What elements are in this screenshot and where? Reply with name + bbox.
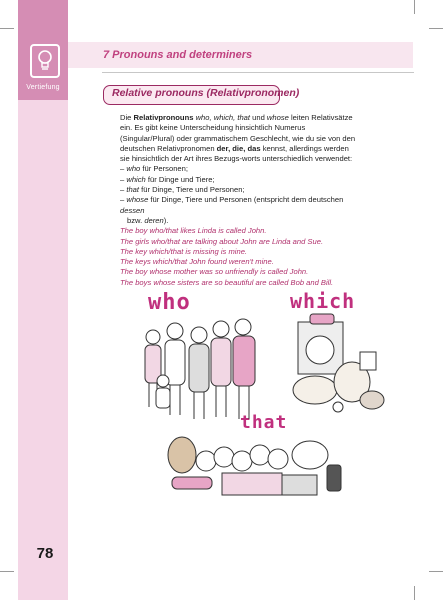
header-divider: [102, 72, 414, 73]
people-group-illustration: [135, 315, 270, 435]
crop-mark: [429, 28, 443, 29]
bullet-word: who: [126, 164, 141, 174]
intro-bold: Relativpronouns: [133, 113, 194, 122]
bullet-continuation: [120, 216, 360, 226]
intro-text: und: [250, 113, 267, 122]
bullet-item: [120, 185, 360, 195]
example-sentence: The boys whose sisters are so beautiful are called Bob and Bill.: [120, 277, 334, 287]
intro-text: Die: [120, 113, 134, 122]
body-text: [120, 113, 360, 288]
bullet-italic: dessen: [120, 205, 145, 215]
bullet-text: für Personen;: [140, 164, 188, 174]
page-number: 78: [36, 545, 54, 562]
bullet-text: für Dinge, Tiere und Personen;: [139, 185, 245, 195]
bullet-word: that: [126, 185, 140, 195]
which-label: which: [290, 289, 356, 313]
animals-machine-illustration: [290, 312, 390, 417]
bullet-item: [120, 195, 360, 216]
example-sentence: The keys which/that John found weren't mine.: [120, 257, 274, 267]
who-label: who: [148, 290, 191, 315]
example-sentence: The boy who/that likes Linda is called John.: [120, 226, 267, 236]
intro-text: leiten Relativsätze ein. Es gibt keine Unterscheidung hinsichtlich Numerus (Singular/Plural) oder grammatischem Geschlecht, wie du sie von den deutschen Relativpronomen: [120, 113, 356, 153]
bullet-italic: deren: [144, 215, 164, 225]
example-sentence: The boy whose mother was so unfriendly is called John.: [120, 267, 309, 277]
bullet-text: für Dinge und Tiere;: [145, 174, 215, 184]
crop-mark: [0, 571, 14, 572]
bullet-dash: –: [120, 174, 127, 184]
intro-paragraph: [120, 113, 360, 164]
bullet-dash: –: [120, 164, 127, 174]
that-label: that: [240, 412, 288, 433]
crop-mark: [429, 571, 443, 572]
bullet-text: ).: [163, 215, 169, 225]
bullet-item: [120, 175, 360, 185]
chapter-title: 7 Pronouns and determiners: [103, 49, 253, 61]
intro-bold: der, die, das: [216, 143, 261, 153]
lightbulb-icon: [30, 44, 60, 78]
bullet-item: [120, 164, 360, 174]
bullet-text: für Dinge, Tiere und Personen (entspricht dem deutschen: [148, 195, 344, 205]
example-sentence: The girls who/that are talking about John are Linda and Sue.: [120, 236, 324, 246]
crop-mark: [414, 586, 415, 600]
bullet-word: which: [126, 174, 146, 184]
bullet-dash: –: [120, 185, 127, 195]
bullet-dash: –: [120, 195, 127, 205]
crop-mark: [414, 0, 415, 14]
bullet-word: whose: [126, 195, 149, 205]
section-title: Relative pronouns (Relativpronomen): [112, 87, 300, 99]
crop-mark: [0, 28, 14, 29]
intro-italic: whose: [266, 113, 289, 122]
intro-text: kennst, allerdings werden sie hinsichtlich der Art ihres Bezugs-worts unterschiedlich verwendet:: [120, 143, 353, 164]
bullet-text: bzw.: [127, 215, 145, 225]
objects-lineup-illustration: [162, 425, 347, 500]
sidebar-label: Vertiefung: [26, 84, 60, 91]
intro-italic: who, which, that: [195, 113, 251, 122]
example-sentence: The key which/that is missing is mine.: [120, 246, 248, 256]
